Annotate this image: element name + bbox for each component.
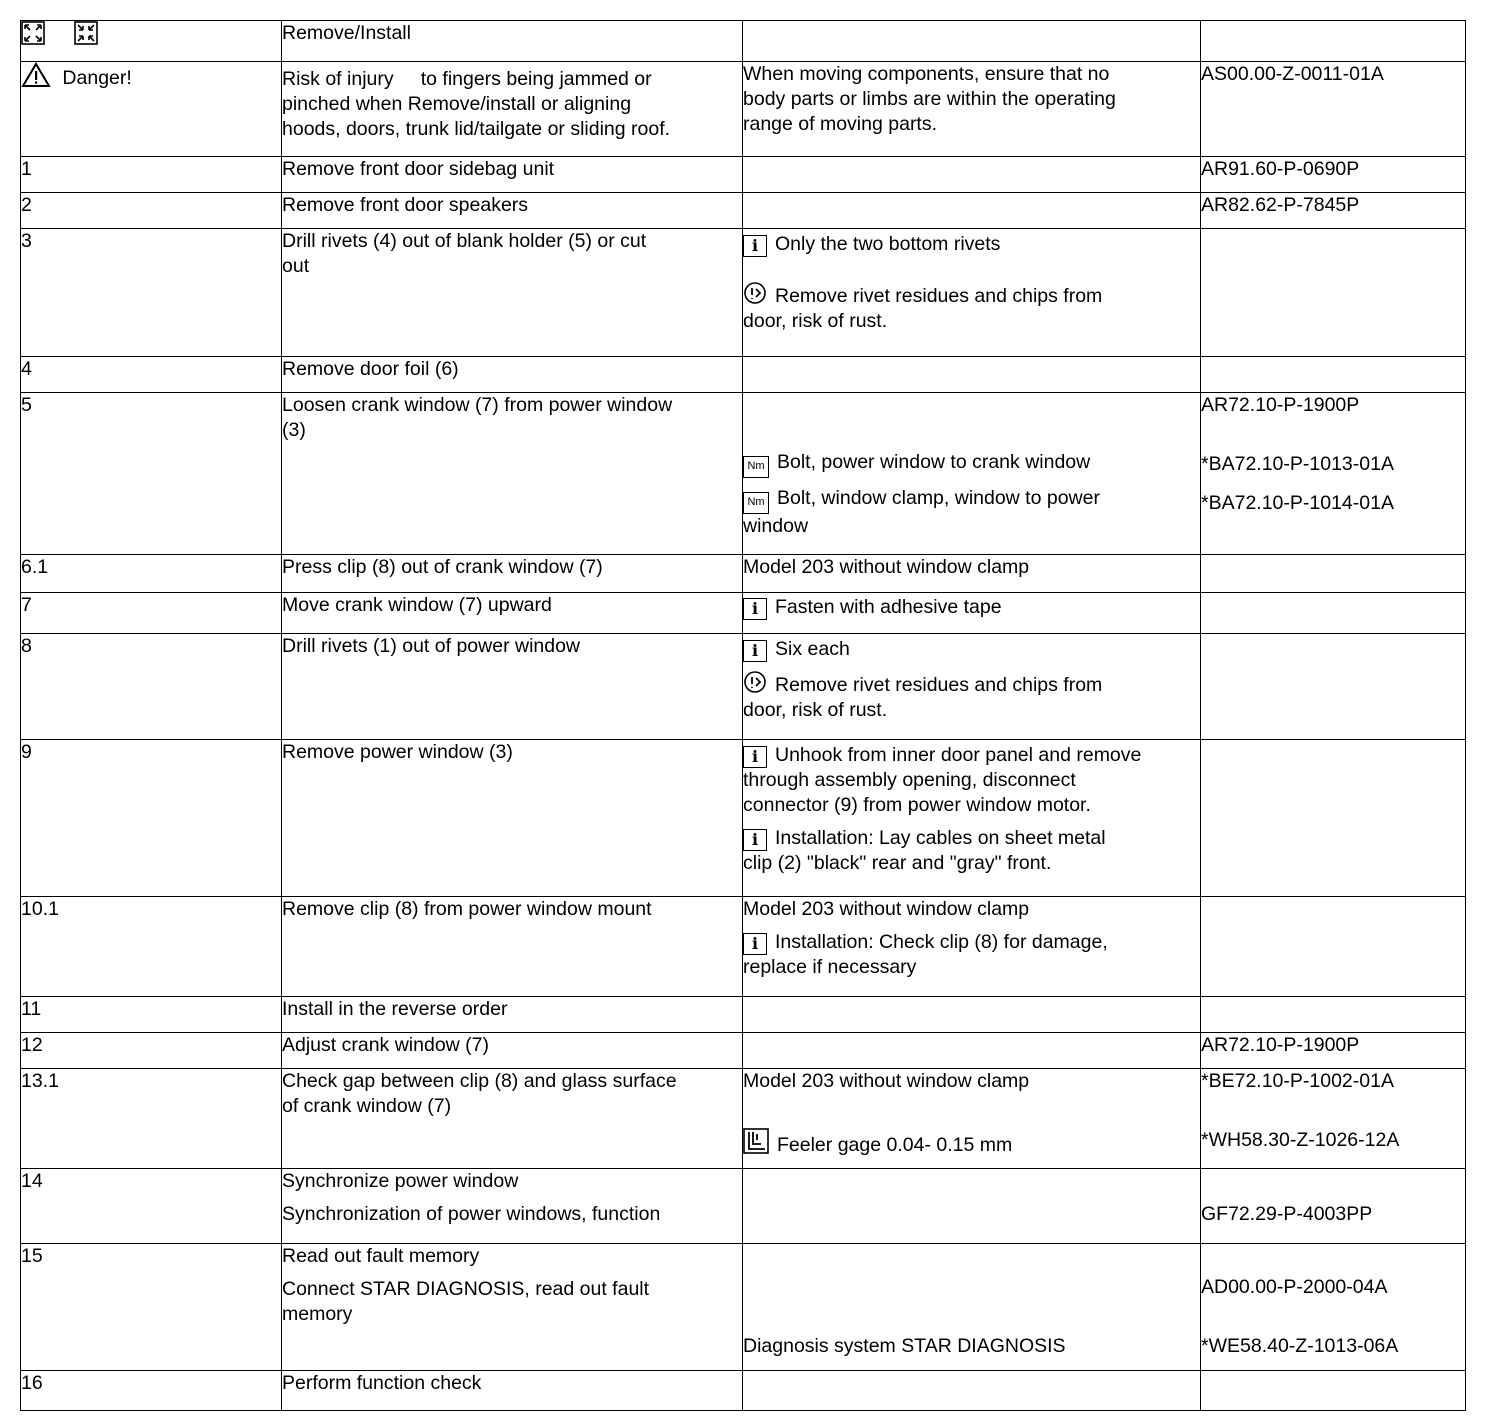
step-action: Loosen crank window (7) from power window (3): [282, 393, 743, 555]
step-action: Remove front door speakers: [282, 193, 743, 229]
note-icon: [743, 670, 767, 694]
ref-code[interactable]: *BA72.10-P-1014-01A: [1201, 492, 1394, 514]
step-note: Model 203 without window clamp Feeler gage 0.04- 0.15 mm: [743, 1069, 1201, 1169]
step-number: 8: [21, 634, 282, 740]
step-number: 13.1: [21, 1069, 282, 1169]
info-icon: i: [743, 598, 767, 620]
table-row: [21, 897, 1466, 997]
risk-text: Risk of injury to fingers being jammed or pinched when Remove/install or aligning hoods, doors, trunk lid/tailgate or sliding roof.: [282, 62, 743, 157]
step-note: Diagnosis system STAR DIAGNOSIS: [743, 1244, 1201, 1371]
info-icon: i: [743, 829, 767, 851]
ref-code[interactable]: AS00.00-Z-0011-01A: [1201, 62, 1466, 157]
expand-icon[interactable]: [21, 21, 45, 52]
table-row: [21, 157, 1466, 193]
ref-code[interactable]: *WE58.40-Z-1013-06A: [1201, 1335, 1399, 1357]
table-row: [21, 193, 1466, 229]
step-note: Model 203 without window clamp: [743, 555, 1201, 593]
note-icon: [743, 281, 767, 305]
info-icon: i: [743, 640, 767, 662]
info-icon: i: [743, 746, 767, 768]
step-number: 7: [21, 593, 282, 634]
step-action: Remove clip (8) from power window mount: [282, 897, 743, 997]
info-icon: i: [743, 933, 767, 955]
table-row: [21, 1244, 1466, 1371]
table-row: [21, 555, 1466, 593]
torque-icon: Nm: [743, 456, 769, 478]
step-action: Install in the reverse order: [282, 997, 743, 1033]
ref-code[interactable]: *BE72.10-P-1002-01A: [1201, 1070, 1394, 1092]
danger-label: Danger!: [62, 67, 132, 89]
ref-code[interactable]: GF72.29-P-4003PP: [1201, 1203, 1373, 1225]
danger-note: When moving components, ensure that no body parts or limbs are within the operating range of moving parts.: [743, 62, 1201, 157]
step-number: 2: [21, 193, 282, 229]
table-row: [21, 740, 1466, 897]
procedure-table: [20, 20, 1466, 1411]
step-action: Remove power window (3): [282, 740, 743, 897]
table-row: [21, 634, 1466, 740]
step-note: i Six each Remove rivet residues and chips from door, risk of rust.: [743, 634, 1201, 740]
step-action: Drill rivets (4) out of blank holder (5) or cut out: [282, 229, 743, 357]
torque-icon: Nm: [743, 492, 769, 514]
ref-code[interactable]: *WH58.30-Z-1026-12A: [1201, 1129, 1400, 1151]
step-number: 6.1: [21, 555, 282, 593]
step-action: Perform function check: [282, 1371, 743, 1411]
step-note: i Only the two bottom rivets Remove rivet residues and chips from door, risk of rust.: [743, 229, 1201, 357]
step-note: i Unhook from inner door panel and remove through assembly opening, disconnect connector (9) from power window motor. i Installation: Lay cables on sheet metal clip (2) "black" rear and "gray" front.: [743, 740, 1201, 897]
step-number: 4: [21, 357, 282, 393]
ref-code[interactable]: AR72.10-P-1900P: [1201, 394, 1360, 416]
feeler-gage-icon: [743, 1128, 769, 1154]
step-action: Remove front door sidebag unit: [282, 157, 743, 193]
step-note: i Fasten with adhesive tape: [743, 593, 1201, 634]
table-row: [21, 593, 1466, 634]
step-number: 15: [21, 1244, 282, 1371]
step-number: 16: [21, 1371, 282, 1411]
step-action: Adjust crank window (7): [282, 1033, 743, 1069]
table-row: [21, 1169, 1466, 1244]
collapse-icon[interactable]: [74, 21, 98, 52]
step-action: Drill rivets (1) out of power window: [282, 634, 743, 740]
ref-code[interactable]: AR91.60-P-0690P: [1201, 157, 1466, 193]
step-number: 14: [21, 1169, 282, 1244]
table-row: [21, 1033, 1466, 1069]
table-row: [21, 997, 1466, 1033]
table-row: [21, 1371, 1466, 1411]
step-note: Model 203 without window clamp i Installation: Check clip (8) for damage, replace if necessary: [743, 897, 1201, 997]
ref-code-group: [1201, 1069, 1466, 1169]
step-number: 5: [21, 393, 282, 555]
ref-code[interactable]: AD00.00-P-2000-04A: [1201, 1276, 1388, 1298]
step-number: 1: [21, 157, 282, 193]
info-icon: i: [743, 235, 767, 257]
step-action: Remove door foil (6): [282, 357, 743, 393]
step-action: Move crank window (7) upward: [282, 593, 743, 634]
step-action: Check gap between clip (8) and glass surface of crank window (7): [282, 1069, 743, 1169]
warning-icon: [21, 67, 62, 89]
table-row: [21, 357, 1466, 393]
table-row: [21, 229, 1466, 357]
ref-code[interactable]: *BA72.10-P-1013-01A: [1201, 453, 1394, 475]
ref-code-group: [1201, 1244, 1466, 1371]
ref-code[interactable]: AR72.10-P-1900P: [1201, 1033, 1466, 1069]
table-row: [21, 1069, 1466, 1169]
step-action: Press clip (8) out of crank window (7): [282, 555, 743, 593]
step-number: 9: [21, 740, 282, 897]
step-action: Read out fault memory Connect STAR DIAGNOSIS, read out fault memory: [282, 1244, 743, 1371]
remove-install-heading: Remove/Install: [282, 21, 743, 62]
table-row: [21, 62, 1466, 157]
step-action: Synchronize power window Synchronization of power windows, function: [282, 1169, 743, 1244]
table-row: [21, 393, 1466, 555]
table-header-row: [21, 21, 1466, 62]
step-number: 3: [21, 229, 282, 357]
ref-code[interactable]: AR82.62-P-7845P: [1201, 193, 1466, 229]
step-number: 10.1: [21, 897, 282, 997]
step-number: 11: [21, 997, 282, 1033]
step-number: 12: [21, 1033, 282, 1069]
step-note: Nm Bolt, power window to crank window Nm Bolt, window clamp, window to power window: [743, 393, 1201, 555]
ref-code-group: [1201, 393, 1466, 555]
